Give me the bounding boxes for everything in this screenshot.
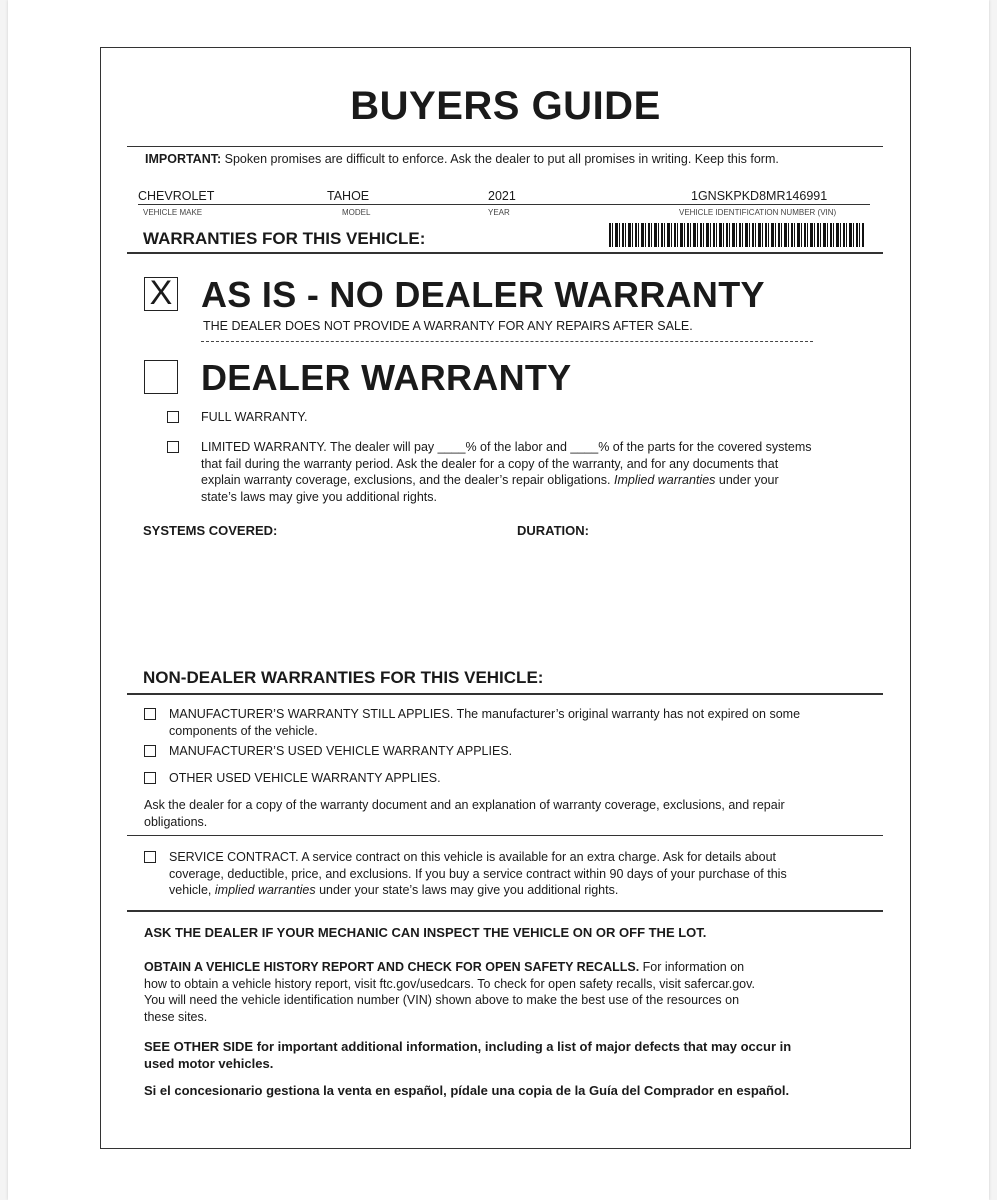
manufacturer-warranty-text <box>169 706 889 739</box>
ask-dealer-line: Ask the dealer for a copy of the warranty document and an explanation of warranty coverage, exclusions, and repair <box>144 798 785 812</box>
important-label: IMPORTANT: <box>145 152 222 166</box>
manufacturer-warranty-line: components of the vehicle. <box>169 723 318 738</box>
important-notice <box>145 152 779 166</box>
limited-warranty-line: state’s laws may give you additional rights. <box>201 489 437 504</box>
limited-warranty-line: explain warranty coverage, exclusions, and the dealer’s repair obligations. Implied warranties under your <box>201 473 779 487</box>
spanish-notice: Si el concesionario gestiona la venta en español, pídale una copia de la Guía del Comprador en español. <box>144 1083 790 1098</box>
as-is-check-mark: X <box>149 274 173 312</box>
ask-dealer-line: obligations. <box>144 814 208 829</box>
other-side-notice <box>144 1038 884 1072</box>
limited-warranty-text <box>201 439 891 505</box>
service-contract-line: vehicle, implied warranties under your state’s laws may give you additional rights. <box>169 883 619 897</box>
vehicle-make-value: CHEVROLET <box>138 189 215 203</box>
as-is-subtitle: THE DEALER DOES NOT PROVIDE A WARRANTY FOR ANY REPAIRS AFTER SALE. <box>203 319 693 333</box>
ask-dealer-copy-text <box>144 797 884 830</box>
other-used-warranty-label: OTHER USED VEHICLE WARRANTY APPLIES. <box>169 771 441 785</box>
service-contract-checkbox[interactable] <box>144 851 156 863</box>
vehicle-info-line <box>138 204 870 205</box>
history-report-line: OBTAIN A VEHICLE HISTORY REPORT AND CHECK FOR OPEN SAFETY RECALLS. For information on <box>144 960 745 974</box>
service-contract-line: coverage, deductible, price, and exclusions. If you buy a service contract within 90 days of your purchase of this <box>169 866 787 881</box>
full-warranty-label: FULL WARRANTY. <box>201 410 308 424</box>
dealer-warranty-title: DEALER WARRANTY <box>201 357 572 398</box>
vehicle-model-value: TAHOE <box>327 189 370 203</box>
manufacturer-warranty-line: MANUFACTURER’S WARRANTY STILL APPLIES. The manufacturer’s original warranty has not expired on some <box>169 707 801 721</box>
other-used-warranty-checkbox[interactable] <box>144 772 156 784</box>
other-side-line: used motor vehicles. <box>144 1056 274 1071</box>
vehicle-year-value: 2021 <box>488 189 516 203</box>
duration-label: DURATION: <box>517 523 589 538</box>
history-report-line: You will need the vehicle identification number (VIN) shown above to make the best use of the resources on <box>144 993 740 1007</box>
manufacturer-warranty-checkbox[interactable] <box>144 708 156 720</box>
divider <box>127 146 883 147</box>
dealer-warranty-checkbox[interactable] <box>144 360 178 394</box>
as-is-checkbox[interactable] <box>144 274 178 312</box>
page-title: BUYERS GUIDE <box>350 84 661 128</box>
non-dealer-heading: NON-DEALER WARRANTIES FOR THIS VEHICLE: <box>143 668 544 687</box>
manufacturer-used-warranty-label: MANUFACTURER’S USED VEHICLE WARRANTY APPLIES. <box>169 744 513 758</box>
systems-covered-label: SYSTEMS COVERED: <box>143 523 278 538</box>
divider <box>127 693 883 695</box>
limited-warranty-line: that fail during the warranty period. Ask the dealer for a copy of the warranty, and for any documents that <box>201 456 779 471</box>
vehicle-year-label: YEAR <box>488 208 510 217</box>
history-report-line: how to obtain a vehicle history report, visit ftc.gov/usedcars. To check for open safety recalls, visit safercar.gov. <box>144 976 755 991</box>
divider <box>127 835 883 836</box>
limited-warranty-line: LIMITED WARRANTY. The dealer will pay ____% of the labor and ____% of the parts for the covered systems <box>201 440 812 454</box>
vin-value: 1GNSKPKD8MR146991 <box>691 189 828 203</box>
divider <box>127 252 883 254</box>
divider <box>127 910 883 912</box>
as-is-title: AS IS - NO DEALER WARRANTY <box>201 274 765 315</box>
vehicle-make-label: VEHICLE MAKE <box>143 208 203 217</box>
buyers-guide-form <box>100 47 911 1149</box>
vin-label: VEHICLE IDENTIFICATION NUMBER (VIN) <box>679 208 837 217</box>
vehicle-model-label: MODEL <box>342 208 371 217</box>
inspect-notice: ASK THE DEALER IF YOUR MECHANIC CAN INSPECT THE VEHICLE ON OR OFF THE LOT. <box>144 925 707 940</box>
other-side-line: SEE OTHER SIDE for important additional information, including a list of major defects that may occur in <box>144 1039 792 1054</box>
history-report-text <box>144 959 884 1025</box>
warranties-heading: WARRANTIES FOR THIS VEHICLE: <box>143 229 426 248</box>
service-contract-text <box>169 849 889 899</box>
document-page <box>8 0 989 1200</box>
service-contract-line: SERVICE CONTRACT. A service contract on this vehicle is available for an extra charge. Ask for details about <box>169 850 776 864</box>
manufacturer-used-warranty-checkbox[interactable] <box>144 745 156 757</box>
limited-warranty-checkbox[interactable] <box>167 441 179 453</box>
full-warranty-checkbox[interactable] <box>167 411 179 423</box>
vin-barcode <box>609 223 864 247</box>
important-text: Spoken promises are difficult to enforce. Ask the dealer to put all promises in writing. Keep this form. <box>224 152 779 166</box>
history-report-line: these sites. <box>144 1009 208 1024</box>
dashed-divider <box>201 341 813 342</box>
